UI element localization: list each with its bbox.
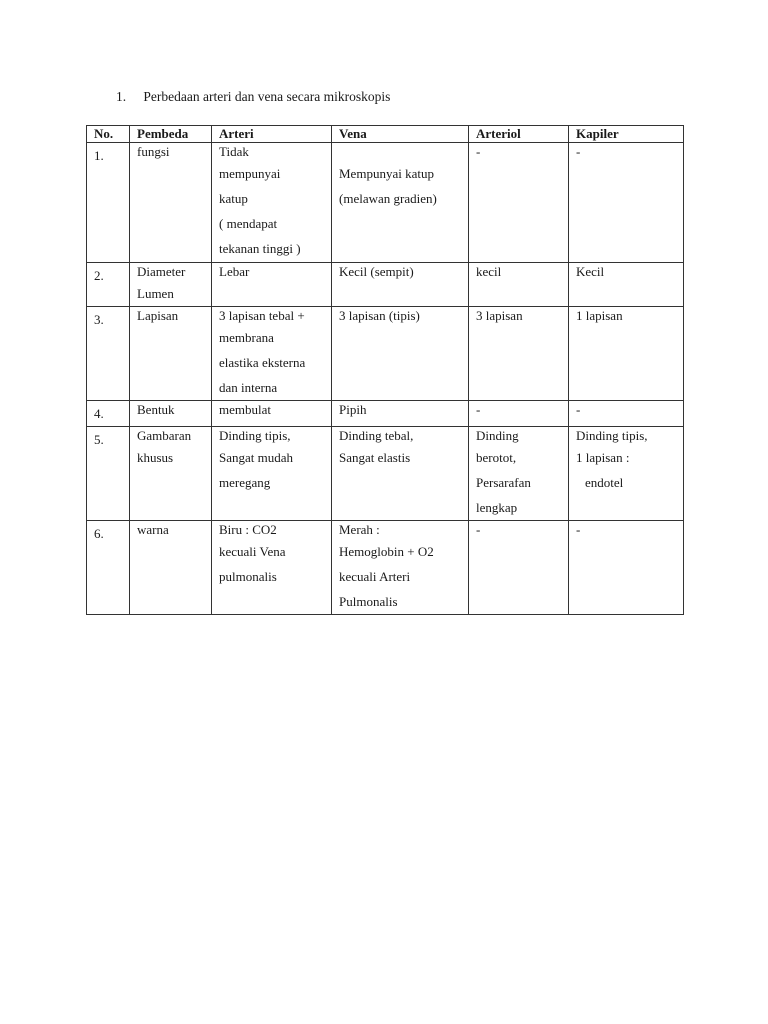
pembeda-line: Bentuk (137, 402, 175, 417)
cell-arteriol (469, 143, 569, 263)
cell-no: 3. (87, 307, 130, 401)
kapiler-line: - (576, 522, 581, 537)
cell-pembeda (130, 143, 212, 263)
vena-line: 3 lapisan (tipis) (339, 308, 420, 323)
cell-kapiler (569, 143, 684, 263)
cell-arteriol (469, 307, 569, 401)
cell-kapiler (569, 307, 684, 401)
arteri-line: Sangat mudah (219, 450, 294, 465)
cell-arteri (212, 263, 332, 307)
vena-line (339, 143, 462, 161)
arteri-line: mempunyai (219, 166, 281, 181)
cell-vena (332, 263, 469, 307)
cell-no: 4. (87, 401, 130, 427)
cell-pembeda (130, 401, 212, 427)
header-arteri: Arteri (212, 126, 332, 143)
arteriol-line: kecil (476, 264, 502, 279)
kapiler-line: - (576, 144, 581, 159)
arteri-line: Tidak (219, 144, 249, 159)
kapiler-line: 1 lapisan : (576, 450, 630, 465)
arteriol-line: - (476, 402, 481, 417)
arteri-line: elastika eksterna (219, 355, 306, 370)
cell-kapiler (569, 521, 684, 615)
arteriol-line: - (476, 144, 481, 159)
cell-vena (332, 401, 469, 427)
kapiler-line: - (576, 402, 581, 417)
pembeda-line: Gambaran (137, 428, 192, 443)
cell-arteri (212, 521, 332, 615)
cell-arteri (212, 143, 332, 263)
pembeda-line: khusus (137, 450, 174, 465)
arteri-line: ( mendapat (219, 216, 278, 231)
cell-pembeda (130, 307, 212, 401)
arteriol-line: berotot, (476, 450, 517, 465)
cell-kapiler (569, 263, 684, 307)
vena-line: Kecil (sempit) (339, 264, 414, 279)
document-heading (116, 87, 390, 107)
vena-line: Dinding tebal, (339, 428, 414, 443)
kapiler-line: Dinding tipis, (576, 428, 648, 443)
arteriol-line: Dinding (476, 428, 519, 443)
cell-vena (332, 427, 469, 521)
vena-line: (melawan gradien) (339, 191, 437, 206)
table-row (87, 401, 684, 427)
arteri-line: Dinding tipis, (219, 428, 291, 443)
cell-pembeda (130, 521, 212, 615)
cell-kapiler (569, 401, 684, 427)
arteri-line: membulat (219, 402, 271, 417)
table-row (87, 143, 684, 263)
arteriol-line: - (476, 522, 481, 537)
vena-line: Sangat elastis (339, 450, 411, 465)
heading-text: Perbedaan arteri dan vena secara mikroskopis (143, 89, 391, 104)
arteri-line: 3 lapisan tebal + (219, 308, 305, 323)
arteri-line: dan interna (219, 380, 278, 395)
vena-line: Pipih (339, 402, 367, 417)
cell-arteriol (469, 263, 569, 307)
cell-arteriol (469, 427, 569, 521)
pembeda-line: Diameter (137, 264, 186, 279)
cell-arteriol (469, 401, 569, 427)
vena-line: Merah : (339, 522, 380, 537)
arteri-line: kecuali Vena (219, 544, 286, 559)
pembeda-line: Lumen (137, 286, 174, 301)
vena-line: Hemoglobin + O2 (339, 544, 434, 559)
header-arteriol: Arteriol (469, 126, 569, 143)
table-row (87, 427, 684, 521)
table-row (87, 307, 684, 401)
table-body (87, 143, 684, 615)
cell-pembeda (130, 263, 212, 307)
arteri-line: Biru : CO2 (219, 522, 277, 537)
cell-arteriol (469, 521, 569, 615)
arteri-line: pulmonalis (219, 569, 277, 584)
pembeda-line: Lapisan (137, 308, 179, 323)
header-kapiler: Kapiler (569, 126, 684, 143)
pembeda-line: warna (137, 522, 169, 537)
arteriol-line: Persarafan (476, 475, 531, 490)
vena-line: kecuali Arteri (339, 569, 411, 584)
header-no: No. (87, 126, 130, 143)
kapiler-line: Kecil (576, 264, 605, 279)
vena-line: Mempunyai katup (339, 166, 434, 181)
cell-no: 2. (87, 263, 130, 307)
cell-arteri (212, 427, 332, 521)
kapiler-line: 1 lapisan (576, 308, 623, 323)
arteri-line: katup (219, 191, 248, 206)
arteriol-line: lengkap (476, 500, 518, 515)
cell-vena (332, 143, 469, 263)
comparison-table (86, 125, 684, 615)
cell-vena (332, 521, 469, 615)
arteri-line: meregang (219, 475, 271, 490)
cell-no: 5. (87, 427, 130, 521)
cell-kapiler (569, 427, 684, 521)
header-vena: Vena (332, 126, 469, 143)
cell-vena (332, 307, 469, 401)
cell-arteri (212, 307, 332, 401)
table-row (87, 521, 684, 615)
cell-arteri (212, 401, 332, 427)
kapiler-line: endotel (585, 475, 624, 490)
cell-no: 6. (87, 521, 130, 615)
arteri-line: membrana (219, 330, 274, 345)
cell-no: 1. (87, 143, 130, 263)
arteri-line: tekanan tinggi ) (219, 241, 301, 256)
cell-pembeda (130, 427, 212, 521)
arteri-line: Lebar (219, 264, 250, 279)
header-pembeda: Pembeda (130, 126, 212, 143)
vena-line: Pulmonalis (339, 594, 398, 609)
arteriol-line: 3 lapisan (476, 308, 523, 323)
table-row (87, 263, 684, 307)
pembeda-line: fungsi (137, 144, 170, 159)
table-header-row (87, 126, 684, 143)
heading-number: 1. (116, 89, 127, 104)
